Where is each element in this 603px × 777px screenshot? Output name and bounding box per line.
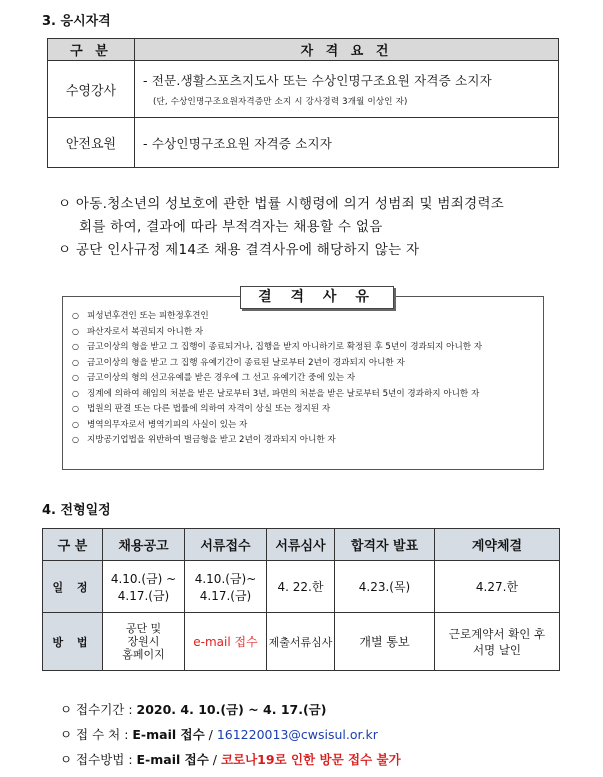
- sched-head-category: 구 분: [43, 529, 103, 561]
- list-item: ○ 병역의무자로서 병역기피의 사실이 있는 자: [72, 417, 482, 433]
- apply-period-label: ㅇ 접수기간 :: [60, 702, 137, 717]
- apply-period: [60, 700, 326, 718]
- email-link[interactable]: 161220013@cwsisul.or.kr: [216, 727, 378, 742]
- row-label-method: 방 법: [43, 613, 103, 671]
- contract-method-line: 서명 날인: [472, 642, 522, 657]
- qual-row-lifeguard: [48, 118, 559, 168]
- cell-contract-method: [435, 613, 560, 671]
- cell-review-method: 제출서류심사: [267, 613, 335, 671]
- qual-category: 수영강사: [48, 61, 135, 118]
- schedule-row-methods: [43, 613, 560, 671]
- list-item: ○ 금고이상의 형을 받고 그 집행이 종료되거나, 집행을 받지 아니하기로 확정된 후 5년이 경과되지 아니한 자: [72, 339, 482, 355]
- list-item: ○ 피성년후견인 또는 피한정후견인: [72, 308, 482, 324]
- qual-head-category: 구 분: [48, 39, 135, 61]
- apply-place-label: ㅇ 접 수 처 :: [60, 727, 133, 742]
- covid-warning: 코로나19로 인한 방문 접수 불가: [220, 752, 401, 767]
- receipt-date-end: 4.17.(금): [199, 588, 252, 603]
- qual-category: 안전요원: [48, 118, 135, 168]
- qual-head-requirement: 자 격 요 건: [135, 39, 559, 61]
- contract-method-line: 근로계약서 확인 후: [448, 626, 546, 641]
- apply-method-value: E-mail 접수: [136, 752, 209, 767]
- qual-requirement-note: (단, 수상인명구조요원자격증만 소지 시 강사경력 3개월 이상인 자): [153, 97, 408, 107]
- row-label-schedule: 일 정: [43, 561, 103, 613]
- list-item: ○ 징계에 의하여 해임의 처분을 받은 날로부터 3년, 파면의 처분을 받은 날로부터 5년이 경과하지 아니한 자: [72, 386, 482, 402]
- bullet-sex-offense-check: ㅇ 아동.청소년의 성보호에 관한 법률 시행령에 의거 성범죄 및 범죄경력조: [58, 196, 505, 212]
- cell-result-date: 4.23.(목): [335, 561, 435, 613]
- cell-receipt-dates: [185, 561, 267, 613]
- sched-head-contract: 계약체결: [435, 529, 560, 561]
- cell-contract-date: 4.27.한: [435, 561, 560, 613]
- sched-head-review: 서류심사: [267, 529, 335, 561]
- separator: /: [204, 727, 217, 742]
- cell-announce-dates: [103, 561, 185, 613]
- apply-place: [60, 725, 378, 743]
- receipt-date-start: 4.10.(금)~: [194, 571, 257, 586]
- bullet-sex-offense-check-cont: 회를 하여, 결과에 따라 부적격자는 채용할 수 없음: [79, 219, 383, 235]
- list-item: ○ 지방공기업법을 위반하여 벌금형을 받고 2년이 경과되지 아니한 자: [72, 432, 482, 448]
- cell-review-date: 4. 22.한: [267, 561, 335, 613]
- schedule-table: [42, 528, 560, 671]
- qualification-table: [47, 38, 559, 168]
- announce-method-line: 장원시: [127, 635, 160, 648]
- bullet-personnel-rule: ㅇ 공단 인사규정 제14조 채용 결격사유에 해당하지 않는 자: [58, 242, 420, 258]
- announce-method-line: 홈페이지: [122, 648, 165, 661]
- qual-requirement-cell: [135, 61, 559, 118]
- list-item: ○ 파산자로서 복권되지 아니한 자: [72, 324, 482, 340]
- sched-head-announce: 채용공고: [103, 529, 185, 561]
- announce-date-end: 4.17.(금): [117, 588, 170, 603]
- apply-method: [60, 750, 401, 768]
- separator: /: [208, 752, 221, 767]
- sched-head-receipt: 서류접수: [185, 529, 267, 561]
- list-item: ○ 금고이상의 형의 선고유예를 받은 경우에 그 선고 유예기간 중에 있는 자: [72, 370, 482, 386]
- list-item: ○ 금고이상의 형을 받고 그 집행 유예기간이 종료된 날로부터 2년이 경과되지 아니한 자: [72, 355, 482, 371]
- section-4-title: 4. 전형일정: [42, 503, 111, 518]
- list-item: ○ 법원의 판결 또는 다른 법률에 의하여 자격이 상실 또는 정지된 자: [72, 401, 482, 417]
- disqualification-list: [72, 308, 482, 448]
- cell-announce-method: [103, 613, 185, 671]
- qual-requirement: - 수상인명구조요원 자격증 소지자: [143, 135, 333, 151]
- apply-period-value: 2020. 4. 10.(금) ~ 4. 17.(금): [136, 702, 327, 717]
- announce-method-line: 공단 및: [125, 622, 162, 635]
- apply-method-label: ㅇ 접수방법 :: [60, 752, 137, 767]
- section-3-title: 3. 응시자격: [42, 14, 111, 29]
- disqualification-title: 결 격 사 유: [240, 286, 394, 309]
- schedule-row-dates: [43, 561, 560, 613]
- qual-requirement: - 전문.생활스포츠지도사 또는 수상인명구조요원 자격증 소지자: [143, 73, 492, 88]
- qual-requirement-cell: [135, 118, 559, 168]
- apply-place-value: E-mail 접수: [132, 727, 205, 742]
- qual-row-swim-instructor: [48, 61, 559, 118]
- cell-receipt-method: e-mail 접수: [185, 613, 267, 671]
- sched-head-result: 합격자 발표: [335, 529, 435, 561]
- announce-date-start: 4.10.(금) ~: [110, 571, 177, 586]
- cell-result-method: 개별 통보: [335, 613, 435, 671]
